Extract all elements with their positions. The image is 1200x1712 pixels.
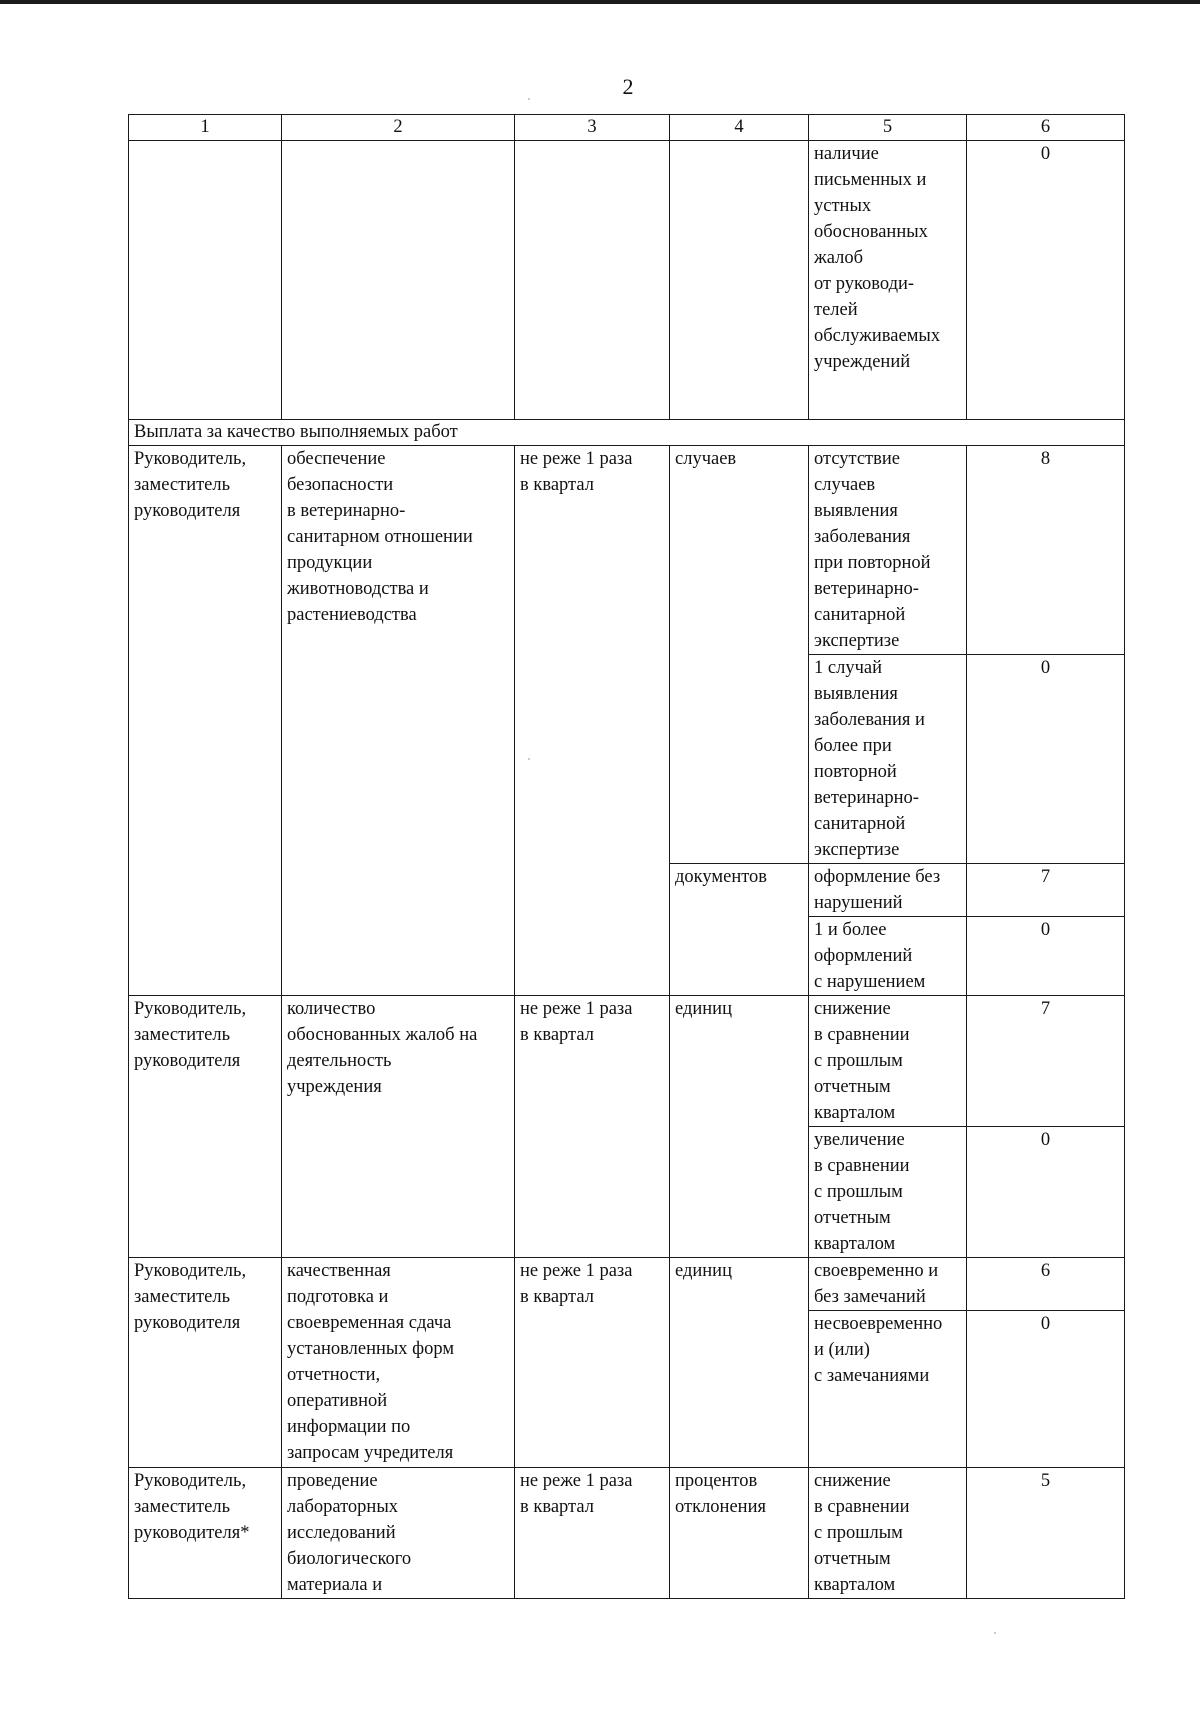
unit-cell: процентов отклонения xyxy=(670,1468,809,1599)
section-title: Выплата за качество выполняемых работ xyxy=(129,420,1125,446)
unit-cell: документов xyxy=(670,864,809,996)
table-row xyxy=(129,996,1125,1127)
continuation-row xyxy=(129,141,1125,420)
criterion-cell: наличие письменных и устных обоснованных жалоб от руководи- телей обслуживаемых учреждений xyxy=(809,141,967,420)
table-row xyxy=(129,1468,1125,1599)
criterion-cell: несвоевременно и (или) с замечаниями xyxy=(809,1311,967,1468)
criterion-cell: снижение в сравнении с прошлым отчетным кварталом xyxy=(809,1468,967,1599)
position-cell: Руководитель, заместитель руководителя xyxy=(129,1258,282,1468)
position-cell: Руководитель, заместитель руководителя* xyxy=(129,1468,282,1599)
position-cell: Руководитель, заместитель руководителя xyxy=(129,996,282,1258)
periodicity-cell: не реже 1 раза в квартал xyxy=(515,1258,670,1468)
column-header: 4 xyxy=(670,115,809,141)
column-header: 6 xyxy=(967,115,1125,141)
criterion-cell: увеличение в сравнении с прошлым отчетным кварталом xyxy=(809,1127,967,1258)
table-row xyxy=(129,1258,1125,1311)
scan-top-edge xyxy=(0,0,1200,4)
unit-cell: единиц xyxy=(670,996,809,1258)
scan-speck xyxy=(528,758,530,760)
criterion-cell: 1 случай выявления заболевания и более при повторной ветеринарно- санитарной экспертизе xyxy=(809,655,967,864)
column-header-row xyxy=(129,115,1125,141)
scan-speck xyxy=(528,98,530,100)
indicator-cell: обеспечение безопасности в ветеринарно- санитарном отношении продукции животноводства и растениеводства xyxy=(282,446,515,996)
column-header: 2 xyxy=(282,115,515,141)
points-cell: 0 xyxy=(967,141,1125,420)
criterion-cell: оформление без нарушений xyxy=(809,864,967,917)
unit-cell: единиц xyxy=(670,1258,809,1468)
criterion-cell: 1 и более оформлений с нарушением xyxy=(809,917,967,996)
column-header: 5 xyxy=(809,115,967,141)
criterion-cell: своевременно и без замечаний xyxy=(809,1258,967,1311)
table-row xyxy=(129,446,1125,655)
points-cell: 0 xyxy=(967,1311,1125,1468)
column-header: 3 xyxy=(515,115,670,141)
position-cell: Руководитель, заместитель руководителя xyxy=(129,446,282,996)
unit-cell: случаев xyxy=(670,446,809,864)
column-header: 1 xyxy=(129,115,282,141)
indicator-cell: качественная подготовка и своевременная сдача установленных форм отчетности, оперативной информации по запросам учредителя xyxy=(282,1258,515,1468)
points-cell: 6 xyxy=(967,1258,1125,1311)
periodicity-cell: не реже 1 раза в квартал xyxy=(515,446,670,996)
periodicity-cell: не реже 1 раза в квартал xyxy=(515,1468,670,1599)
criteria-table xyxy=(128,114,1125,1599)
section-row xyxy=(129,420,1125,446)
points-cell: 0 xyxy=(967,917,1125,996)
points-cell: 0 xyxy=(967,1127,1125,1258)
criterion-cell: снижение в сравнении с прошлым отчетным кварталом xyxy=(809,996,967,1127)
scan-speck xyxy=(994,1632,996,1634)
periodicity-cell: не реже 1 раза в квартал xyxy=(515,996,670,1258)
page-number: 2 xyxy=(622,74,634,99)
points-cell: 7 xyxy=(967,996,1125,1127)
points-cell: 0 xyxy=(967,655,1125,864)
points-cell: 7 xyxy=(967,864,1125,917)
indicator-cell: количество обоснованных жалоб на деятельность учреждения xyxy=(282,996,515,1258)
points-cell: 5 xyxy=(967,1468,1125,1599)
criterion-cell: отсутствие случаев выявления заболевания при повторной ветеринарно- санитарной экспертизе xyxy=(809,446,967,655)
indicator-cell: проведение лабораторных исследований биологического материала и xyxy=(282,1468,515,1599)
points-cell: 8 xyxy=(967,446,1125,655)
